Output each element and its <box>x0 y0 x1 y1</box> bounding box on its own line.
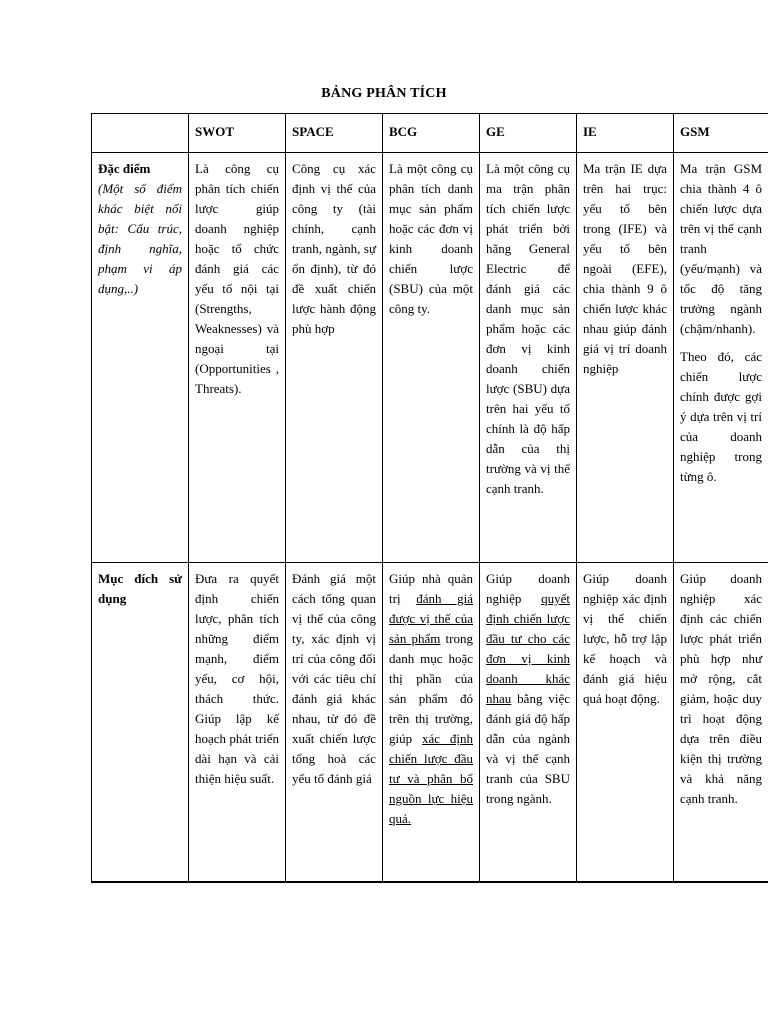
cell-purpose-swot: Đưa ra quyết định chiến lược, phân tích những điểm mạnh, điểm yếu, cơ hội, thách thức. Giúp lập kế hoạch phát triển dài hạn và cải thiện hiệu suất. <box>189 563 286 883</box>
bcg-text-b: trong danh mục hoặc thị phần của sản phẩm đó trên thị trường, giúp <box>389 631 473 746</box>
analysis-table <box>91 113 768 883</box>
ge-text-a: Giúp doanh nghiệp <box>486 571 570 606</box>
header-corner-cell <box>92 114 189 153</box>
ge-underlined-1: quyết định chiến lược đầu tư cho các đơn vị kinh doanh khác nhau <box>486 591 570 706</box>
column-header-space: SPACE <box>286 114 383 153</box>
row-label-purpose: Mục đích sử dụng <box>98 571 182 606</box>
ge-text-b: bằng việc đánh giá độ hấp dẫn của ngành và vị thế cạnh tranh của SBU trong ngành. <box>486 691 570 806</box>
row-label-features: Đặc điểm <box>98 161 151 176</box>
column-header-ge: GE <box>480 114 577 153</box>
row-header-features <box>92 153 189 563</box>
column-header-gsm: GSM <box>674 114 768 153</box>
cell-features-swot: Là công cụ phân tích chiến lược giúp doanh nghiệp hoặc tổ chức đánh giá các yếu tố nội tại (Strengths, Weaknesses) và ngoại tại (Opportunities , Threats). <box>189 153 286 563</box>
cell-features-ge: Là một công cụ ma trận phân tích chiến lược phát triển bởi hãng General Electric để đánh giá các danh mục sản phẩm hoặc các đơn vị kinh doanh chiến lược (SBU) dựa trên hai yếu tố chính là độ hấp dẫn của thị trường và vị thế cạnh tranh. <box>480 153 577 563</box>
bcg-text-a: Giúp nhà quản trị <box>389 571 473 606</box>
cell-features-bcg: Là một công cụ phân tích danh mục sản phẩm hoặc các đơn vị kinh doanh chiến lược (SBU) của một công ty. <box>383 153 480 563</box>
cell-purpose-space: Đánh giá một cách tổng quan vị thế của công ty, xác định vị trí của công đối với các tiêu chí đánh giá khác nhau, từ đó đề xuất chiến lược tổng hoà các yếu tố đánh giá <box>286 563 383 883</box>
column-header-bcg: BCG <box>383 114 480 153</box>
cell-features-space: Công cụ xác định vị thế của công ty (tài chính, cạnh tranh, ngành, sự ổn định), từ đó đề xuất chiến lược hành động phù hợp <box>286 153 383 563</box>
header-row <box>92 114 768 153</box>
table-row-purpose <box>92 563 768 883</box>
page-title: BẢNG PHÂN TÍCH <box>321 86 447 101</box>
cell-purpose-ie: Giúp doanh nghiệp xác định vị thế chiến lược, hỗ trợ lập kế hoạch và đánh giá hiệu quả hoạt động. <box>577 563 674 883</box>
cell-features-gsm <box>674 153 768 563</box>
gsm-paragraph-1: Ma trận GSM chia thành 4 ô chiến lược dựa trên vị thế cạnh tranh (yếu/mạnh) và tốc độ tăng trưởng ngành (chậm/nhanh). <box>680 161 762 336</box>
gsm-paragraph-2: Theo đó, các chiến lược chính được gợi ý dựa trên vị trí của doanh nghiệp trong từng ô. <box>680 349 762 484</box>
cell-purpose-ge <box>480 563 577 883</box>
table-row-features <box>92 153 768 563</box>
cell-purpose-bcg <box>383 563 480 883</box>
bcg-underlined-1: đánh giá được vị thế của sản phẩm <box>389 591 473 646</box>
bcg-underlined-2: xác định chiến lược đầu tư và phân bổ nguồn lực hiệu quả. <box>389 731 473 826</box>
row-header-purpose <box>92 563 189 883</box>
column-header-swot: SWOT <box>189 114 286 153</box>
cell-purpose-gsm: Giúp doanh nghiệp xác định các chiến lược phát triển phù hợp như mở rộng, cắt giảm, hoặc duy trì hoạt động dựa trên điều kiện thị trường và khả năng cạnh tranh. <box>674 563 768 883</box>
row-note-features: (Một số điểm khác biệt nổi bật: Cấu trúc, định nghĩa, phạm vi áp dụng,..) <box>98 181 182 296</box>
cell-features-ie: Ma trận IE dựa trên hai trục: yếu tố bên trong (IFE) và yếu tố bên ngoài (EFE), chia thành 9 ô chiến lược khác nhau giúp đánh giá vị trí doanh nghiệp <box>577 153 674 563</box>
column-header-ie: IE <box>577 114 674 153</box>
